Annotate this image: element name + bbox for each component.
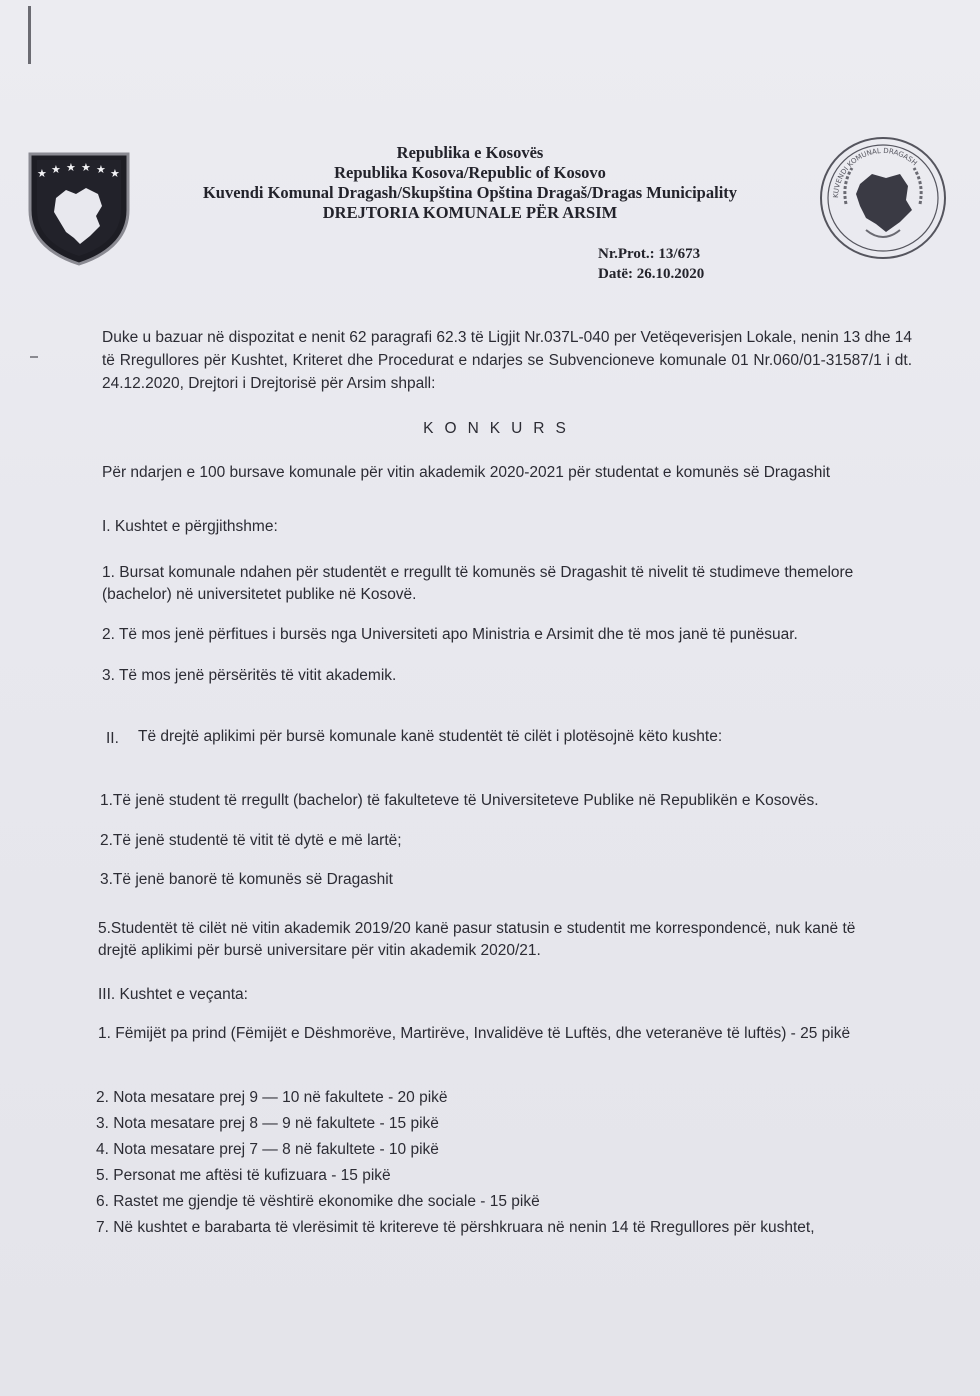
document-header [150,143,790,223]
section-1-heading: I. Kushtet e përgjithshme: [102,518,278,535]
section-3-item-4: 4. Nota mesatare prej 7 — 8 në fakultete - 10 pikë [96,1141,439,1158]
svg-text:★: ★ [96,163,106,176]
protocol-block [598,244,704,284]
section-3-item-2: 2. Nota mesatare prej 9 — 10 në fakultete - 20 pikë [96,1089,448,1106]
svg-text:★: ★ [51,163,61,176]
municipality-seal-icon [816,134,950,262]
header-line-republic-multilingual: Republika Kosova/Republic of Kosovo [334,163,606,182]
kosovo-coat-of-arms-icon [26,148,132,268]
header-line-republic-albanian: Republika e Kosovës [396,143,544,162]
svg-text:★: ★ [66,161,76,174]
section-3-list [96,1085,926,1241]
section-3-item-5: 5. Personat me aftësi të kufizuara - 15 pikë [96,1167,391,1184]
intro-paragraph: Duke u bazuar në dispozitat e nenit 62 paragrafi 62.3 të Ligjit Nr.037L-040 per Vetëqeverisjen Lokale, nenin 13 dhe 14 të Rregullores për Kushtet, Kriteret dhe Procedurat e ndarjes se Subvencioneve komunale 01 Nr.060/01-31587/1 i dt. 24.12.2020, Drejtori i Drejtorisë për Arsim shpall: [102,329,913,392]
header-line-municipality: Kuvendi Komunal Dragash/Skupština Opština Dragaš/Dragas Municipality [202,183,738,202]
protocol-number: Nr.Prot.: 13/673 [598,246,701,262]
purpose-line: Për ndarjen e 100 bursave komunale për vitin akademik 2020-2021 për studentat e komunës së Dragashit [102,464,831,481]
seal-ring-text: KUVENDI KOMUNAL DRAGASH [831,146,919,199]
section-2-item-1: 1.Të jenë student të rregullt (bachelor) të fakulteteve të Universiteteve Publike në Republikën e Kosovës. [100,792,819,809]
section-3-item-6: 6. Rastet me gjendje të vështirë ekonomike dhe sociale - 15 pikë [96,1193,540,1210]
section-3-item-7: 7. Në kushtet e barabarta të vlerësimit të kritereve të përshkruara në nenin 14 të Rregullores për kushtet, [96,1219,815,1236]
section-2-number: II. [106,730,119,747]
section-1-item-3: 3. Të mos jenë përsëritës të vitit akademik. [102,667,397,684]
section-2-item-5: 5.Studentët të cilët në vitin akademik 2019/20 kanë pasur statusin e studentit me korrespondencë, nuk kanë të drejtë aplikimi për bursë universitare për vitin akademik 2020/21. [98,920,856,959]
scan-edge-mark [28,6,31,64]
announcement-title: KONKURS [423,420,577,437]
section-1-item-1: 1. Bursat komunale ndahen për studentët e rregullt të komunës së Dragashit të nivelit të studimeve themelore (bachelor) në universitetet publike në Kosovë. [102,564,854,603]
header-line-directorate: DREJTORIA KOMUNALE PËR ARSIM [322,203,618,222]
section-2-item-2: 2.Të jenë studentë të vitit të dytë e më lartë; [100,832,402,849]
svg-text:★: ★ [37,167,47,180]
protocol-date: Datë: 26.10.2020 [598,266,705,282]
section-3-item-1: 1. Fëmijët pa prind (Fëmijët e Dëshmorëve, Martirëve, Invalidëve të Luftës, dhe veteranëve të luftës) - 25 pikë [98,1025,851,1042]
section-3-heading: III. Kushtet e veçanta: [98,986,248,1003]
svg-text:★: ★ [81,161,91,174]
svg-text:★: ★ [110,167,120,180]
section-2-item-3: 3.Të jenë banorë të komunës së Dragashit [100,871,393,888]
section-1-item-2: 2. Të mos jenë përfitues i bursës nga Universiteti apo Ministria e Arsimit dhe të mos janë të punësuar. [102,626,798,643]
margin-mark [30,356,38,358]
section-3-item-3: 3. Nota mesatare prej 8 — 9 në fakultete - 15 pikë [96,1115,439,1132]
section-2-heading: Të drejtë aplikimi për bursë komunale kanë studentët të cilët i plotësojnë këto kushte: [138,728,723,745]
